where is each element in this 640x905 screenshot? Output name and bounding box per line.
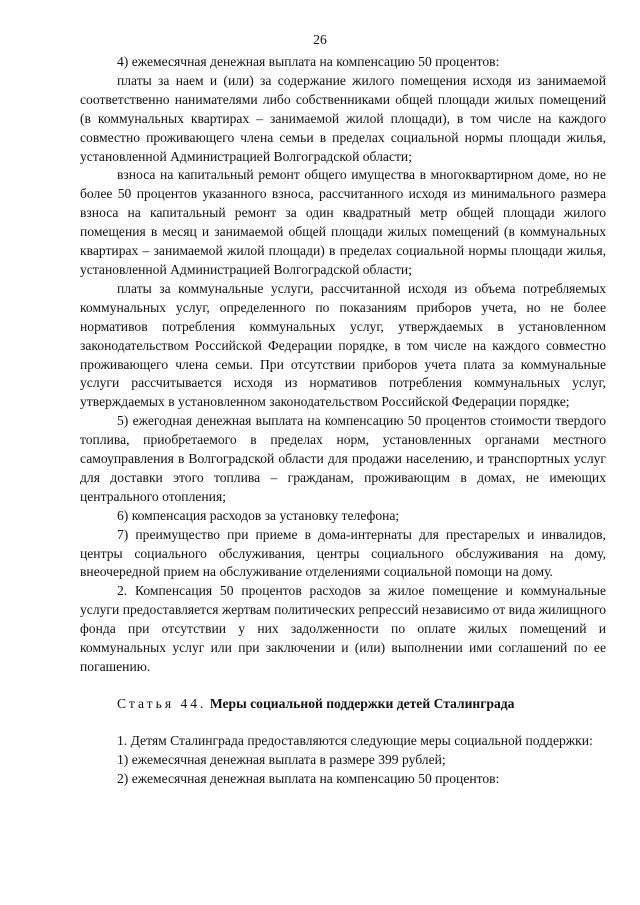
paragraph-item-7: 7) преимущество при приеме в дома-интернаты для престарелых и инвалидов, центры социального обслуживания, центры социального обслуживания на дому, внеочередной прием на обслуживание отделениями социальной помощи на дому. — [80, 526, 606, 580]
spacer — [80, 714, 606, 732]
article-title: Меры социальной поддержки детей Сталинграда — [209, 695, 515, 711]
article-heading — [80, 695, 606, 714]
paragraph-rent-payment: платы за наем и (или) за содержание жилого помещения исходя из занимаемой соответственно нанимателями либо собственниками общей площади жилых помещений (в коммунальных квартирах – занимаемой жилой площади), в том числе на каждого совместно проживающего члена семьи в пределах социальной нормы площади жилья, установленной Администрацией Волгоградской области; — [80, 72, 606, 164]
paragraph-item-4: 4) ежемесячная денежная выплата на компенсацию 50 процентов: — [117, 54, 500, 69]
article-number: Статья 44. — [117, 695, 207, 711]
paragraph-capital-repair: взноса на капитальный ремонт общего имущества в многоквартирном доме, но не более 50 процентов указанного взноса, рассчитанного исходя из минимального размера взноса на капитальный ремонт за один квадратный метр общей площади жилого помещения в месяц и занимаемой общей площади жилых помещений (в коммунальных квартирах – занимаемой жилой площади) в пределах социальной нормы площади жилья, установленной Администрацией Волгоградской области; — [80, 167, 606, 277]
paragraph-monthly-payment: 1) ежемесячная денежная выплата в размере 399 рублей; — [117, 751, 446, 767]
spacer — [80, 677, 606, 695]
paragraph-monthly-compensation: 2) ежемесячная денежная выплата на компенсацию 50 процентов: — [117, 770, 500, 786]
paragraph-section-1: 1. Детям Сталинграда предоставляются следующие меры социальной поддержки: — [117, 732, 593, 748]
document-body — [80, 53, 606, 789]
page-number: 26 — [313, 32, 327, 47]
paragraph-item-5: 5) ежегодная денежная выплата на компенсацию 50 процентов стоимости твердого топлива, приобретаемого в пределах норм, установленных органами местного самоуправления в Волгоградской области для продажи населению, и транспортных услуг для доставки этого топлива – гражданам, проживающим в домах, не имеющих центрального отопления; — [80, 413, 606, 504]
paragraph-item-6: 6) компенсация расходов за установку телефона; — [117, 507, 400, 523]
paragraph-utilities-payment: платы за коммунальные услуги, рассчитанной исходя из объема потребляемых коммунальных услуг, определенного по показаниям приборов учета, но не более нормативов потребления коммунальных услуг, утверждаемых в установленном законодательством Российской Федерации порядке, в том числе на каждого совместно проживающего члена семьи. При отсутствии приборов учета плата за коммунальные услуги рассчитывается исходя из нормативов потребления коммунальных услуг, утверждаемых в установленном законодательством Российской Федерации порядке; — [80, 280, 606, 410]
paragraph-section-2: 2. Компенсация 50 процентов расходов за жилое помещение и коммунальные услуги предоставляется жертвам политических репрессий независимо от вида жилищного фонда при отсутствии у них задолженности по оплате жилых помещений и коммунальных услуг или при заключении и (или) выполнении ими соглашений по ее погашению. — [80, 583, 606, 674]
